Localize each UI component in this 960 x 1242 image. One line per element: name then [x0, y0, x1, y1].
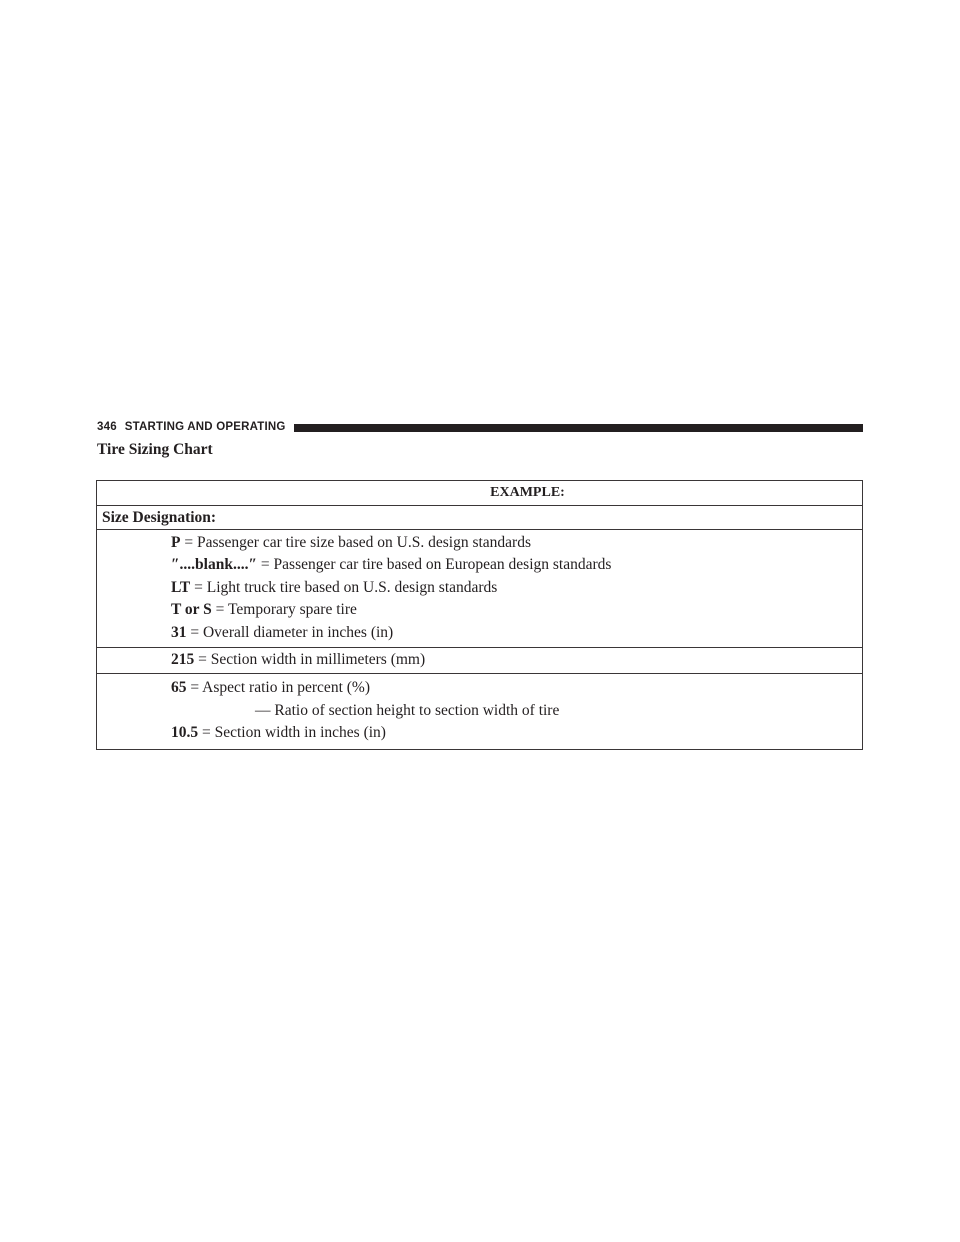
list-item — [97, 599, 862, 621]
list-item — [97, 554, 862, 576]
list-item — [97, 622, 862, 644]
list-item — [97, 722, 862, 744]
list-item — [97, 532, 862, 554]
code-key: T or S — [171, 601, 212, 619]
header-rule — [294, 424, 863, 432]
code-key: 65 — [171, 679, 187, 697]
code-description: = Overall diameter in inches (in) — [186, 623, 394, 641]
page-header — [97, 419, 863, 435]
code-description: = Light truck tire based on U.S. design standards — [190, 578, 498, 596]
code-description: = Section width in inches (in) — [198, 724, 386, 742]
designation-block-b — [97, 647, 863, 673]
code-key: LT — [171, 578, 191, 596]
table-row — [97, 674, 863, 749]
code-description: = Passenger car tire based on European design standards — [257, 556, 612, 574]
code-description: = Temporary spare tire — [211, 601, 357, 619]
code-description: = Section width in millimeters (mm) — [194, 650, 426, 668]
list-item — [97, 700, 862, 722]
code-key: P — [171, 534, 181, 551]
table-row — [97, 647, 863, 673]
code-description: = Aspect ratio in percent (%) — [186, 679, 370, 697]
code-description: = Passenger car tire size based on U.S. design standards — [180, 534, 531, 551]
section-title: STARTING AND OPERATING — [124, 421, 286, 433]
designation-block-a — [97, 530, 863, 648]
page-number: 346 — [97, 421, 117, 433]
size-designation-row — [97, 506, 863, 530]
code-key: 215 — [171, 650, 195, 668]
tire-sizing-table — [96, 480, 863, 750]
code-key: 10.5 — [171, 724, 199, 742]
list-item — [97, 649, 862, 671]
code-key: ″....blank....″ — [171, 556, 258, 574]
table-row — [97, 530, 863, 648]
code-description: — Ratio of section height to section width of tire — [255, 701, 560, 719]
list-item — [97, 577, 862, 599]
list-item — [97, 677, 862, 699]
table-heading: EXAMPLE: — [97, 481, 863, 506]
size-designation-label: Size Designation: — [97, 506, 863, 530]
designation-block-c — [97, 674, 863, 749]
table-header-row — [97, 481, 863, 506]
code-key: 31 — [171, 623, 187, 641]
chart-title: Tire Sizing Chart — [97, 441, 213, 458]
